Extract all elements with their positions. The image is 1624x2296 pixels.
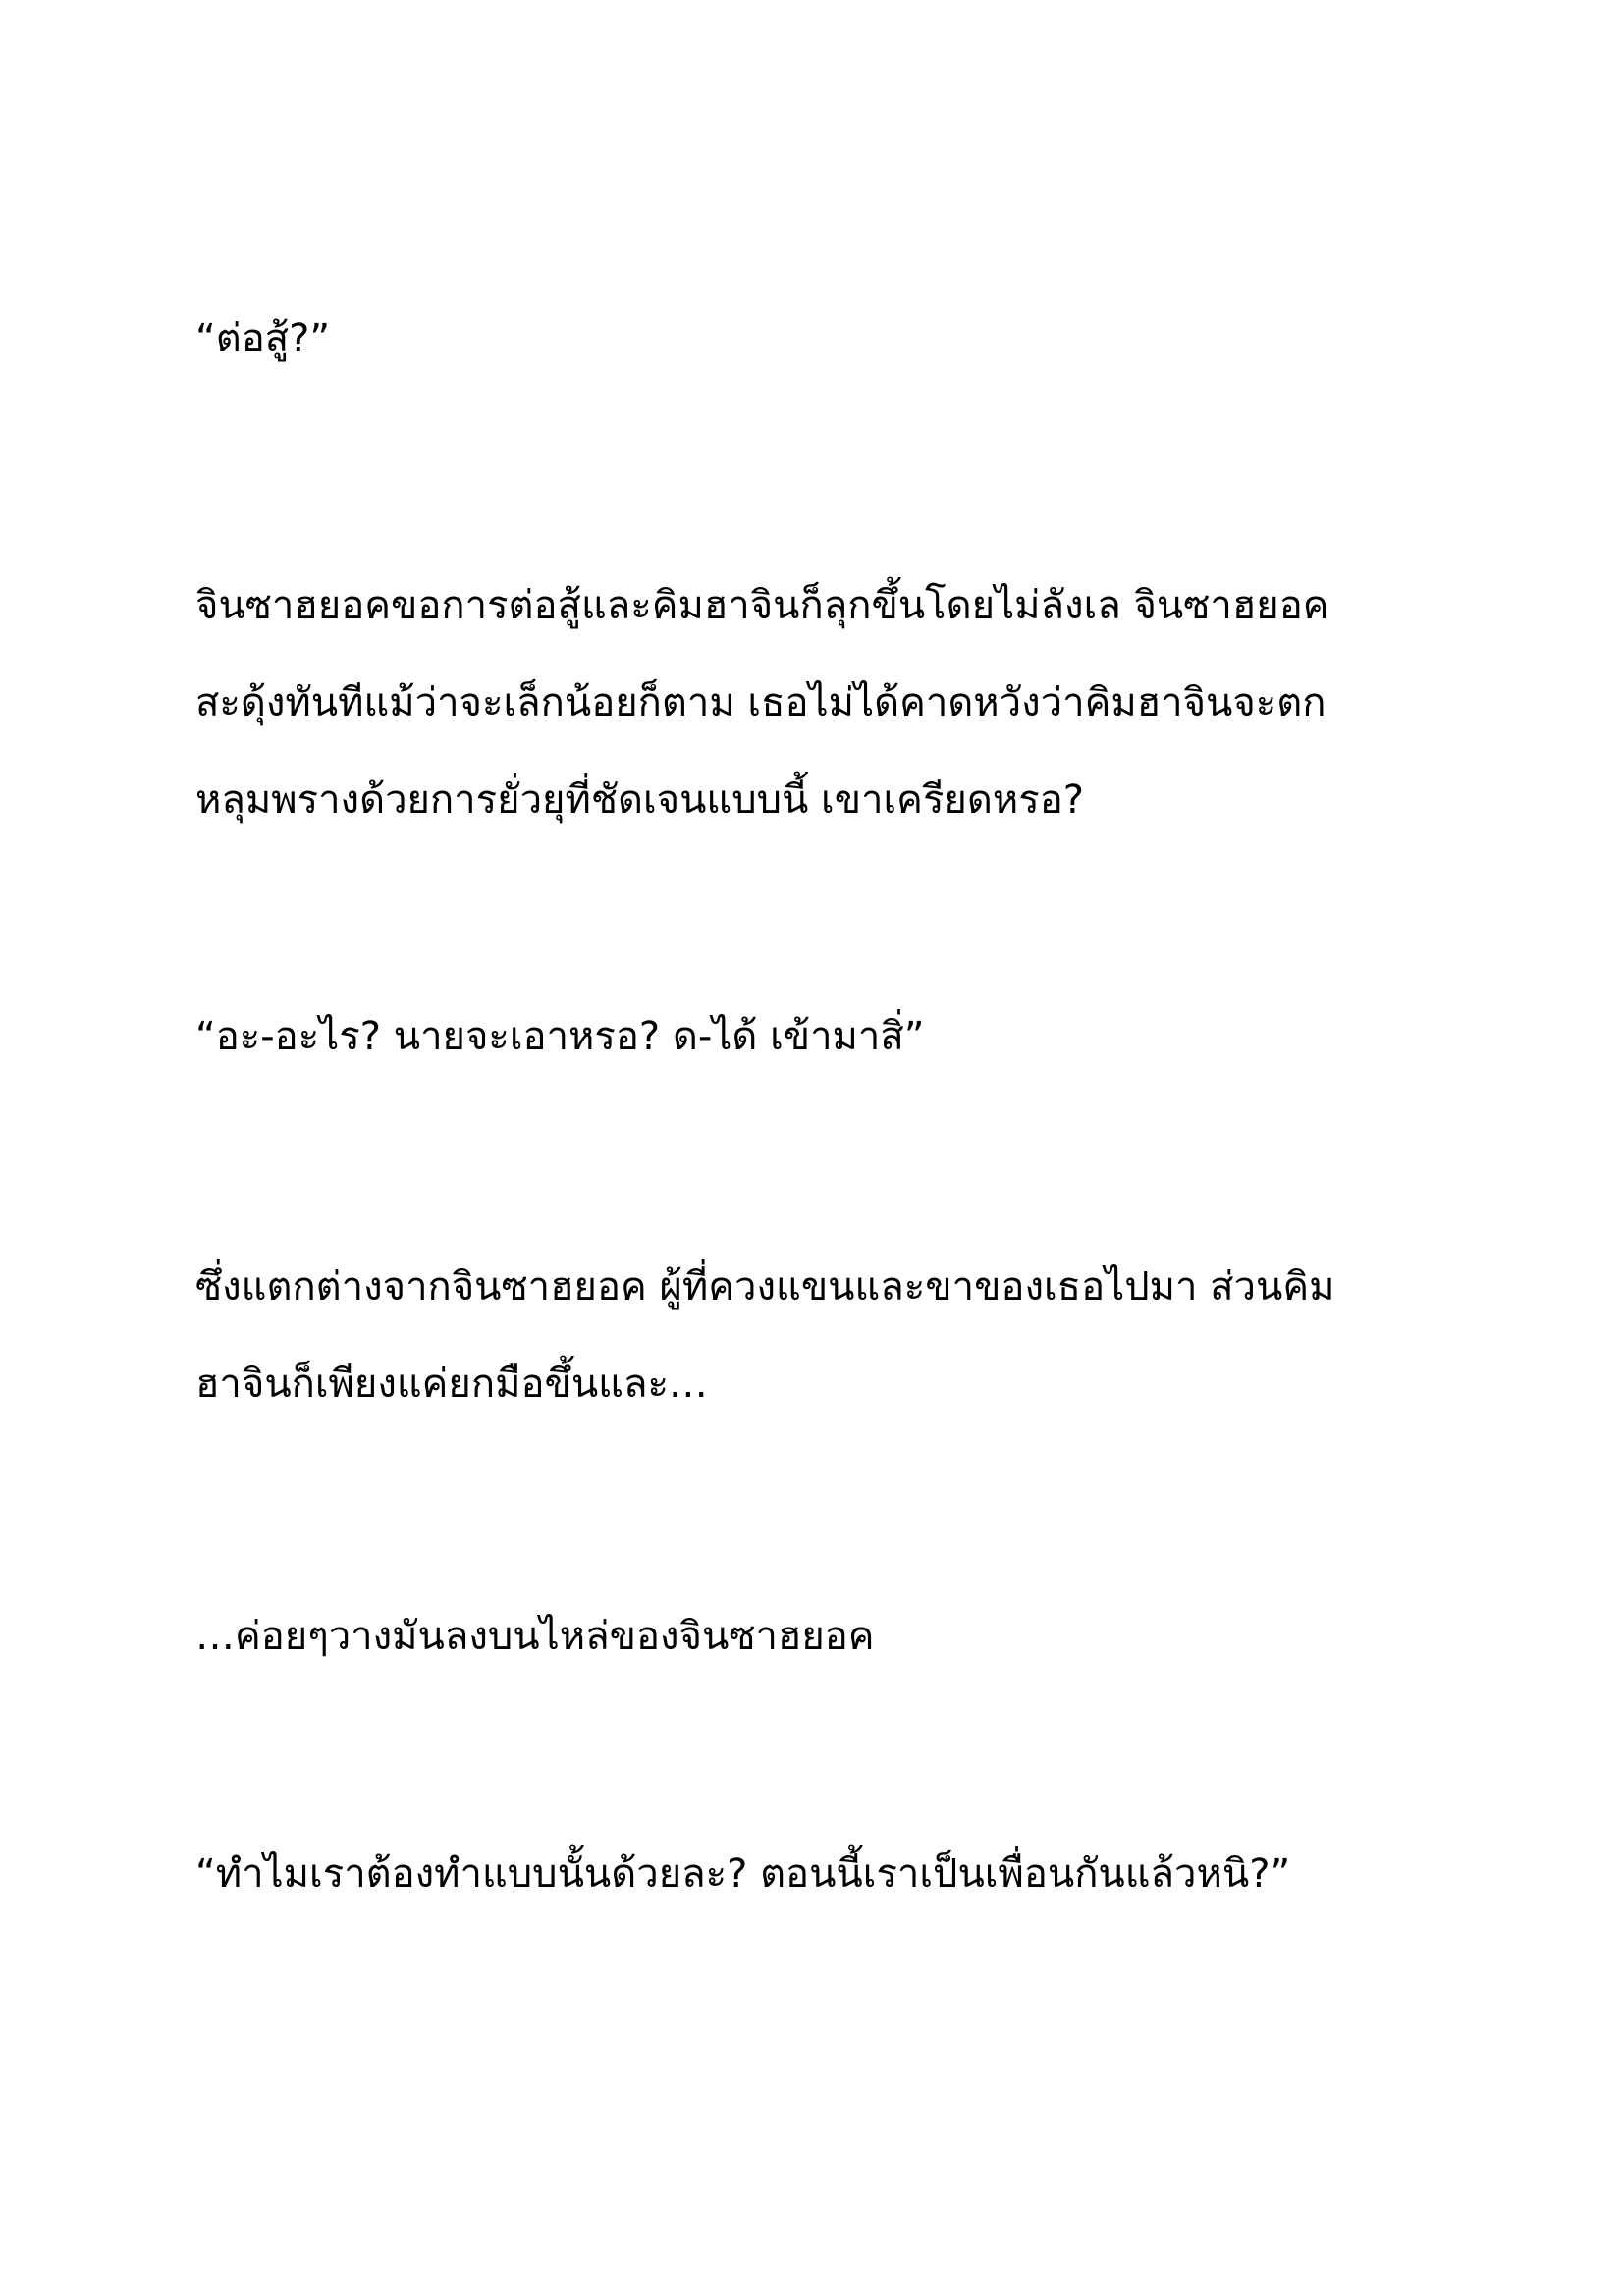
text-line: “อะ-อะไร? นายจะเอาหรอ? ด-ได้ เข้ามาสิ่”	[195, 1014, 925, 1059]
text-line: …ค่อยๆวางมันลงบนไหล่ของจินซาฮยอค	[195, 1614, 875, 1659]
paragraph-3	[195, 988, 1433, 1086]
text-line: สะดุ้งทันทีแม้ว่าจะเล็กน้อยก็ตาม เธอไม่ได้คาดหวังว่าคิมฮาจินจะตก	[195, 680, 1326, 725]
paragraph-4	[195, 1239, 1433, 1433]
text-line: จินซาฮยอคขอการต่อสู้และคิมฮาจินก็ลุกขึ้นโดยไม่ลังเล จินซาฮยอค	[195, 583, 1329, 628]
paragraph-2	[195, 558, 1433, 849]
text-line: หลุมพรางด้วยการยั่วยุที่ชัดเจนแบบนี้ เขาเครียดหรอ?	[195, 777, 1084, 823]
text-line: “ต่อสู้?”	[195, 316, 331, 361]
paragraph-6	[195, 1826, 1433, 1923]
text-line: “ทำไมเราต้องทำแบบนั้นด้วยละ? ตอนนี้เราเป็นเพื่อนกันแล้วหนิ?”	[195, 1851, 1291, 1896]
paragraph-5	[195, 1588, 1433, 1685]
text-line: ซึ่งแตกต่างจากจินซาฮยอค ผู้ที่ควงแขนและขาของเธอไปมา ส่วนคิม	[195, 1264, 1335, 1309]
text-line: ฮาจินก็เพียงแค่ยกมือขึ้นและ…	[195, 1362, 708, 1407]
paragraph-1	[195, 291, 1433, 388]
